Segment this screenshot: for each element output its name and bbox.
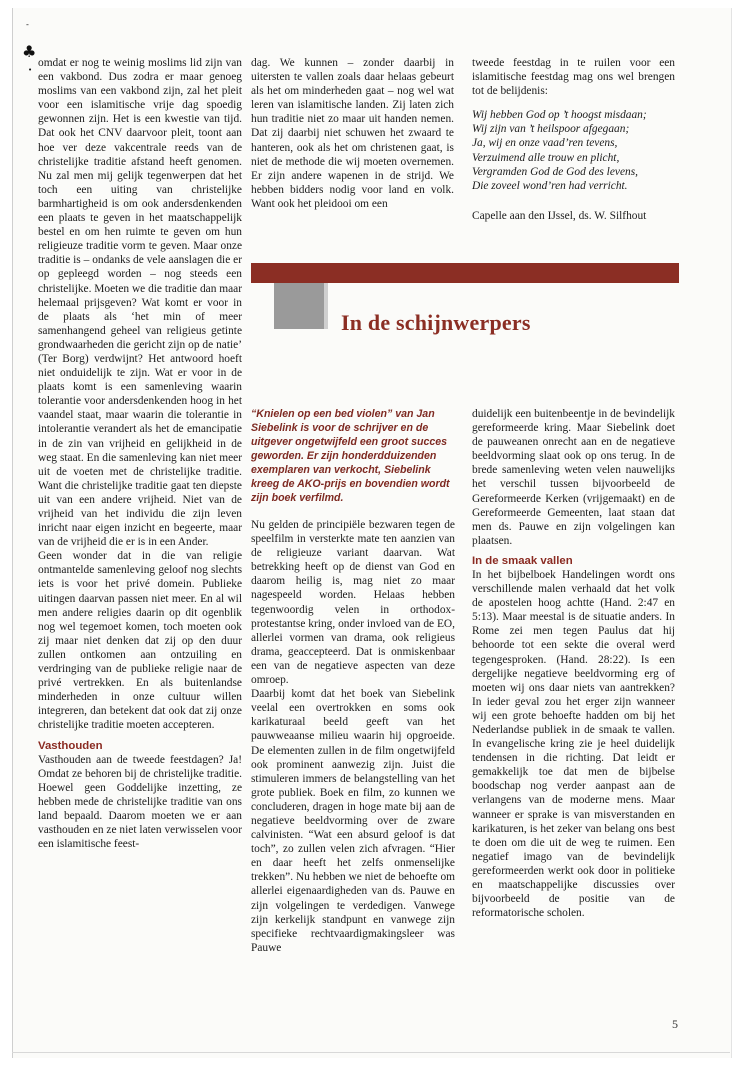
article-column-2-bottom [251,518,455,955]
article-intro: “Knielen op een bed violen” van Jan Siebelink is voor de schrijver en de uitgever ongetwijfeld een groot succes geworden. Er zijn honderdduizenden exemplaren van verkocht, Siebelink kreeg de AKO-prijs en bovendien wordt zijn boek verfilmd. [251,408,450,504]
body-paragraph: omdat er nog te weinig moslims lid zijn van een vakbond. Dus zodra er maar genoeg moslims van een vakbond zijn, zal het pleit voor een islamitische vrije dag spoedig gewonnen zijn. Het is een kwestie van tijd. Dat ook het CNV daarvoor pleit, toont aan hoe ver deze vakcentrale reeds van de christelijke traditie afstand heeft genomen. Nu zal men mij gelijk tegenwerpen dat het toch een uiting van christelijke barmhartigheid is om ook andersdenkenden een plaats te geven in het maatschappelijk bestel en om hen ruimte te geven om hun religieuze traditie vorm te geven. Maar onze traditie is – ondanks de vele aanslagen die er op gepleegd worden – nog steeds een christelijke. Moeten we die traditie dan maar helemaal prijsgeven? Wat komt er voor in de plaats als ‘het min of meer samenhangend geheel van religieus getinte grondwaarheden die gericht zijn op de natie’ (Ter Borg) verdwijnt? Het antwoord hoeft niet onduidelijk te zijn. Wat er voor in de plaats komt is een samenleving waarin tolerantie voor andersdenkenden hoog in het vaandel staat, maar waarin die tolerantie in intolerantie verandert als het de emancipatie in de zin van vrijheid en gelijkheid in de weg staat. En die samenleving kan niet meer uit de voeten met de christelijke traditie. Want die christelijke traditie gaat ten diepste uit van een andere vrijheid. Niet van de vrijheid van het individu die zijn leven inricht naar eigen inzicht en begeerte, maar van de vrijheid die er is in een Ander. [38,57,243,549]
poem-line: Vergramden God de God des levens, [472,165,638,178]
section-banner-edge [324,283,328,329]
article-column-3-top [472,56,675,223]
section-title: In de schijnwerpers [341,310,531,335]
body-paragraph: Geen wonder dat in die van religie ontmantelde samenleving geloof nog slechts iets is voor het privé domein. Publieke uitingen daarvan passen niet meer. En al wil men andere religies daarin op dit ogenblik nog wel tegemoet komen, toch moeten ook zij maar niet denken dat zij op den duur zullen ontkomen aan ontzuiling en verdringing van de publieke religie naar de privé vertrekken. En als buitenlandse minderheden in onze cultuur willen integreren, dan betekent dat ook dat zij onze christelijke traditie moeten accepteren. [38,550,242,732]
poem-line: Ja, wij en onze vaad’ren tevens, [472,137,618,150]
page-bottom-edge [12,1052,730,1053]
author-signature: Capelle aan den IJssel, ds. W. Silfhout [472,209,647,222]
body-paragraph: Daarbij komt dat het boek van Siebelink veelal een overtrokken en soms ook karikaturaal beeld geeft van het pauwweaanse milieu waarin hij opgroeide. De elementen zullen in de film ongetwijfeld ook prominent aanwezig zijn. Juist die stimuleren immers de belangstelling van het grote publiek. Boek en film, zo kunnen we concluderen, dragen in hoge mate bij aan de negatieve beeldvorming over de zware calvinisten. “Wat een absurd geloof is dat toch”, zo zullen velen zich afvragen. “Hier en daar heeft het zelfs onmenselijke trekken”. Nu hebben we niet de behoefte om allerlei eigenaardigheden van ds. Pauwe en zijn volgelingen te verdedigen. Vanwege zijn kerkelijk standpunt en vanwege zijn specifieke rechtvaardigmakingsleer was Pauwe [251,688,455,954]
margin-dash-mark: - [26,20,29,29]
body-paragraph: Vasthouden aan de tweede feestdagen? Ja! Omdat ze behoren bij de christelijke traditie. Hoewel geen Goddelijke inzetting, ze hebben mede de christelijke traditie van ons land bepaald. Daarom moeten we er aan vasthouden en ze niet laten verwisselen voor een islamitische feest- [38,753,242,851]
poem-line: Die zoveel wond’ren had verricht. [472,179,628,192]
section-banner-bar [251,263,679,283]
body-paragraph: duidelijk een buitenbeentje in de bevindelijk gereformeerde kring. Maar Siebelink doet de pauweanen onrecht aan en de negatieve beeldvorming slaat ook op ons terug. In de brede samenleving weten velen nauwelijks het verschil tussen bijvoorbeeld de Gereformeerde Kerken (vrijgemaakt) en de Gereformeerde Gemeenten, laat staan dat men ds. Pauwe en zijn volgelingen kan plaatsen. [472,408,675,547]
subheading-vasthouden: Vasthouden [38,739,103,752]
body-paragraph: dag. We kunnen – zonder daarbij in uitersten te vallen zoals daar helaas gebeurt als het om minderheden gaat – nog wel wat leren van islamitische landen. Zij laten zich hun traditie niet zo maar uit handen nemen. Dat zij daarbij niet schuwen het zwaard te hanteren, ook als het om christenen gaat, is niet de methode die wij moeten overnemen. Er zijn andere wapenen in de strijd. We hebben bidders nodig voor land en volk. Want ook het pleidooi om een [251,57,454,210]
body-paragraph: In het bijbelboek Handelingen wordt ons verschillende malen verhaald dat het volk de apostelen hoog achtte (Hand. 2:47 en 5:13). Maar meestal is de situatie anders. In Rome zei men tegen Paulus dat hij behoorde tot een sekte die overal werd tegengesproken. (Hand. 28:22). Is een dergelijke negatieve beeldvorming erg of moeten wij ons daar niets van aantrekken? In ieder geval zou het erger zijn wanneer wij een grote behoefte hadden om bij het Nederlandse publiek in de smaak te vallen. In evangelische kring zie je heel duidelijk tendensen in die richting. Dat leidt er gemakkelijk toe dat men de bijbelse boodschap nog verder aanpast aan de verlangens van de moderne mens. Maar wanneer er sprake is van misverstanden en karikaturen, is het zeker van belang ons best te doen om die uit de weg te ruimen. Een negatief imago van de bevindelijk gereformeerden werkt ook door in politieke en maatschappelijke discussies over bijvoorbeeld de positie van de reformatorische scholen. [472,568,675,920]
margin-club-mark: ♣ [22,42,37,61]
poem-stanza [472,108,675,193]
body-paragraph: Nu gelden de principiële bezwaren tegen de speelfilm in versterkte mate ten aanzien van de religieuze variant daarvan. Wat betrekking heeft op de dienst van God en daarom heilig is, mag niet zo maar nagespeeld worden. Helaas hebben tegenwoordig velen in orthodox-protestantse kring, onder invloed van de EO, allerlei vormen van drama, ook religieus drama, geaccepteerd. Dat is onmiskenbaar een van de negatieve aspecten van deze omroep. [251,519,455,687]
poem-line: Wij zijn van ’t heilspoor afgegaan; [472,123,630,136]
margin-dot-mark: • [28,66,33,74]
subheading-in-de-smaak-vallen: In de smaak vallen [472,554,573,567]
section-banner-square [274,283,324,329]
article-column-2-top [251,56,454,211]
poem-line: Wij hebben God op ’t hoogst misdaan; [472,109,647,122]
poem-line: Verzuimend alle trouw en plicht, [472,151,620,164]
article-column-1 [38,56,242,851]
body-paragraph: tweede feestdag in te ruilen voor een islamitische feestdag mag ons wel brengen tot de belijdenis: [472,57,675,98]
article-column-3-bottom [472,407,675,920]
page-number: 5 [672,1017,678,1031]
